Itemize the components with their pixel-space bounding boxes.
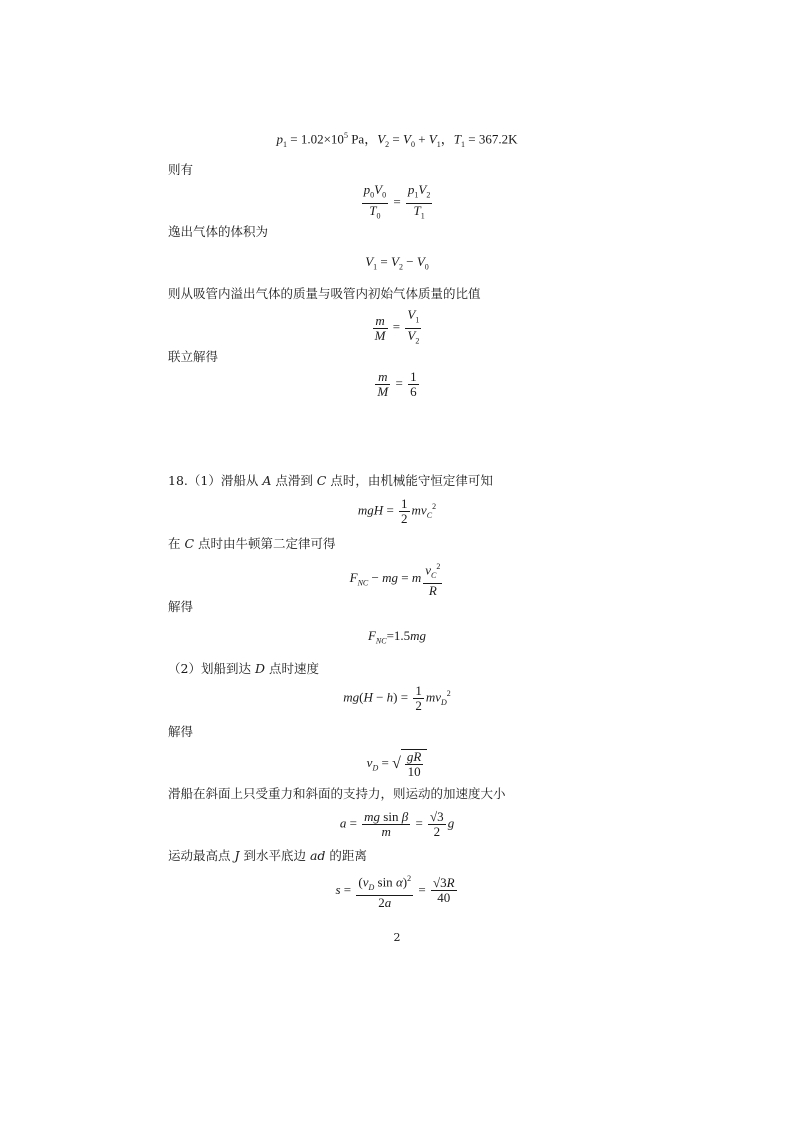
text-solve-1: 解得 <box>168 599 194 614</box>
text-newton-at-c: 在 C 点时由牛顿第二定律可得 <box>168 536 336 551</box>
text-part2-intro: （2）划船到达 D 点时速度 <box>168 661 319 676</box>
text-then-have: 则有 <box>168 162 194 177</box>
equation-accel: a = $\frac{\text{mg sin β}}{m}$ = $\frac{√3}{2}$ g <box>339 809 455 839</box>
equation-newton: $F_{NC}$ − mg = m $\frac{v_C^2}{R}$ <box>349 562 441 598</box>
text-solve-joint: 联立解得 <box>168 349 219 364</box>
text-q18-intro: 18.（1）滑船从 A 点滑到 C 点时，由机械能守恒定律可知 <box>168 473 493 488</box>
text-escaped-volume: 逸出气体的体积为 <box>168 224 269 239</box>
equation-vd: $v_D$ = √ $\frac{gR}{10}$ <box>0 749 794 779</box>
equation-gas-law: $\frac{p_0V_0}{T_0}$ = $\frac{p_1V_2}{T_1}$ <box>363 182 431 221</box>
equation-ratio: $\frac{m}{M}$ = $\frac{V_1}{V_2}$ <box>374 307 420 346</box>
equation-v1: $V_1 = V_2 - V_0$ <box>365 254 429 272</box>
text-incline-intro: 滑船在斜面上只受重力和斜面的支持力，则运动的加速度大小 <box>168 786 506 801</box>
page-number: 2 <box>393 931 401 944</box>
text-solve-2: 解得 <box>168 724 194 739</box>
equation-distance: s = $\frac{(v_D \sin \alpha)^2}{2a}$ = $\frac{√3R}{40}$ <box>335 874 455 910</box>
intro-equation: $p_1 = 1.02\times 10^5$ Pa，$V_2 = V_0 + V_1$，$T_1 = 367.2K$ <box>276 131 518 149</box>
equation-ratio-result: $\frac{m}{M}$ = $\frac{1}{6}$ <box>377 369 417 399</box>
equation-fnc: $F_{NC}=1.5mg$ <box>367 628 427 646</box>
text-highest-point-intro: 运动最高点 J 到水平底边 ad 的距离 <box>168 848 367 863</box>
equation-energy-d: mg(H − h) = $\frac{1}{2}$ $mv_D^2$ <box>343 683 451 713</box>
equation-energy: mgH = $\frac{1}{2}$ $mv_C^2$ <box>357 496 437 526</box>
text-mass-ratio-intro: 则从吸管内溢出气体的质量与吸管内初始气体质量的比值 <box>168 286 481 301</box>
